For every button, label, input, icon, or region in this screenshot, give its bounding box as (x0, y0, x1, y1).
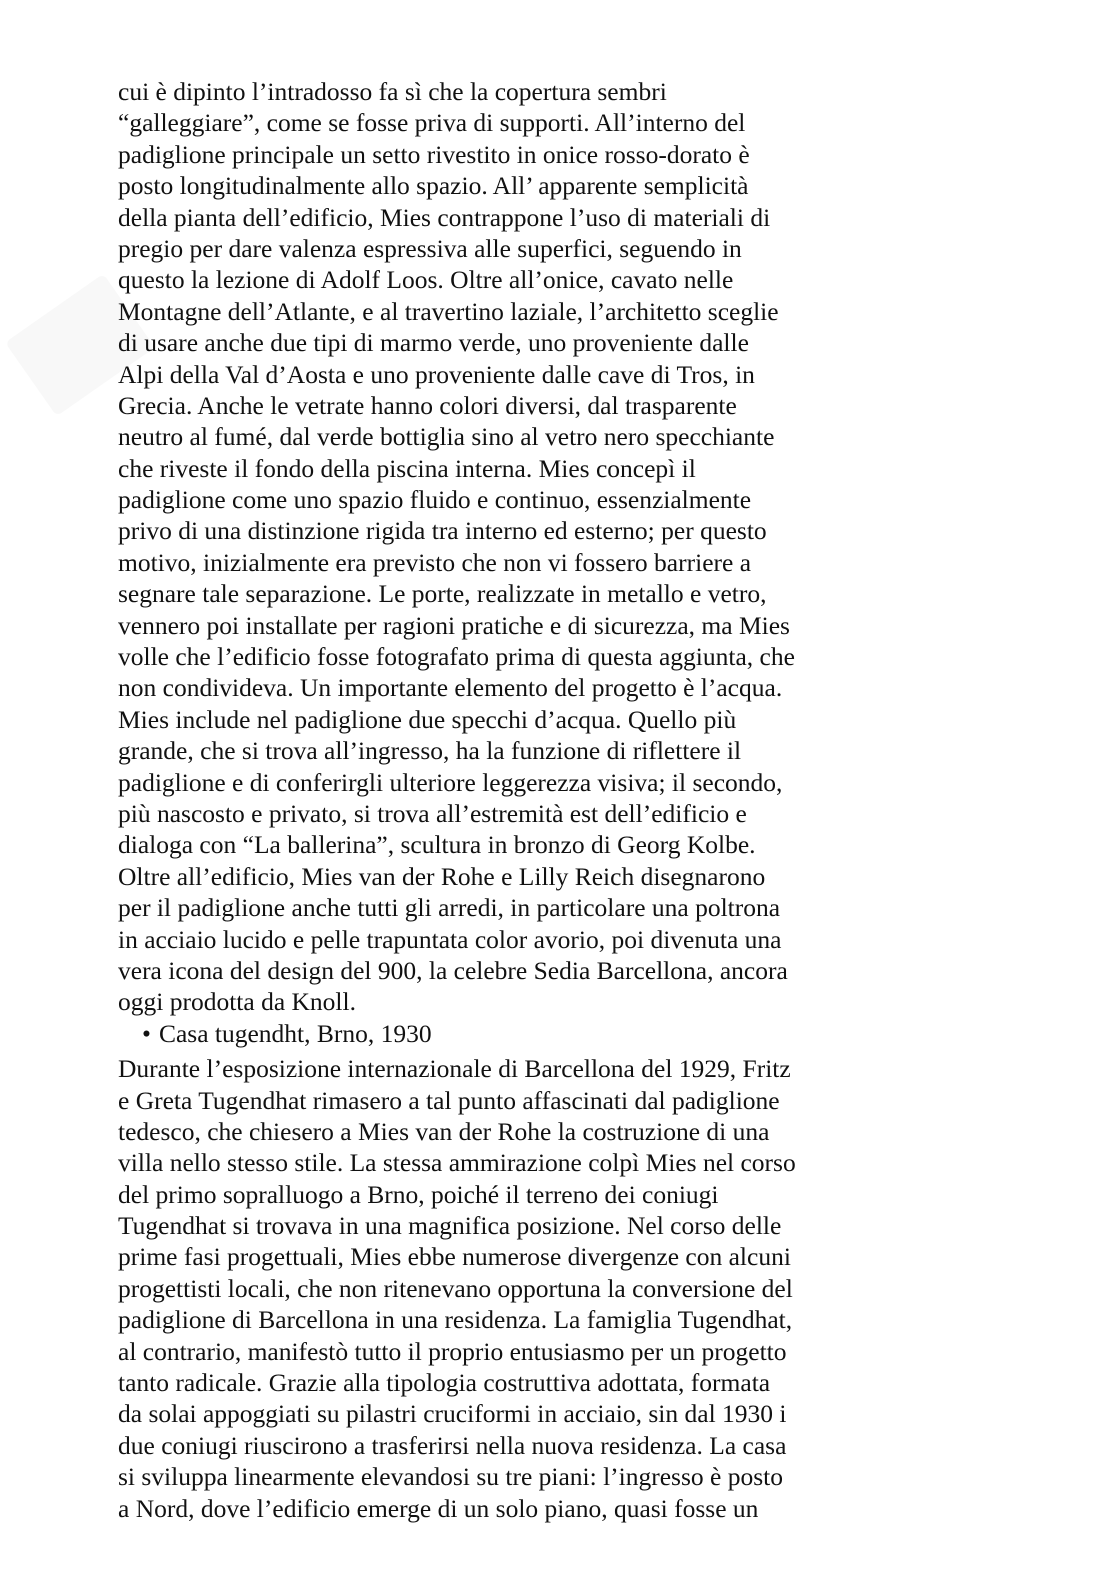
text-line: questo la lezione di Adolf Loos. Oltre all’onice, cavato nelle (118, 265, 734, 295)
text-line: motivo, inizialmente era previsto che non vi fossero barriere a (118, 547, 752, 577)
text-line: non condivideva. Un importante elemento del progetto è l’acqua. (118, 673, 783, 703)
text-line: vennero poi installate per ragioni pratiche e di sicurezza, ma Mies (118, 610, 790, 640)
text-line: “galleggiare”, come se fosse priva di supporti. All’interno del (118, 108, 746, 138)
text-line: del primo sopralluogo a Brno, poiché il terreno dei coniugi (118, 1179, 719, 1209)
text-line: Durante l’esposizione internazionale di Barcellona del 1929, Fritz (118, 1054, 791, 1084)
text-line: Oltre all’edificio, Mies van der Rohe e Lilly Reich disegnarono (118, 861, 766, 891)
text-line: si sviluppa linearmente elevandosi su tre piani: l’ingresso è posto (118, 1462, 783, 1492)
text-line: al contrario, manifestò tutto il proprio entusiasmo per un progetto (118, 1336, 787, 1366)
paragraph-pavilion (118, 76, 858, 1018)
text-line: da solai appoggiati su pilastri cruciformi in acciaio, sin dal 1930 i (118, 1399, 787, 1429)
text-line: oggi prodotta da Knoll. (118, 987, 356, 1017)
text-line: per il padiglione anche tutti gli arredi, in particolare una poltrona (118, 893, 781, 923)
text-line: padiglione principale un setto rivestito in onice rosso-dorato è (118, 139, 750, 169)
text-line: grande, che si trova all’ingresso, ha la funzione di riflettere il (118, 736, 742, 766)
text-line: Tugendhat si trovava in una magnifica posizione. Nel corso delle (118, 1211, 782, 1241)
text-line: villa nello stesso stile. La stessa ammirazione colpì Mies nel corso (118, 1148, 796, 1178)
text-line: tedesco, che chiesero a Mies van der Rohe la costruzione di una (118, 1116, 770, 1146)
text-line: Grecia. Anche le vetrate hanno colori diversi, dal trasparente (118, 390, 737, 420)
text-line: vera icona del design del 900, la celebre Sedia Barcellona, ancora (118, 955, 788, 985)
bullet-icon: • (142, 1018, 151, 1048)
text-line: più nascosto e privato, si trova all’estremità est dell’edificio e (118, 798, 747, 828)
text-line: padiglione e di conferirgli ulteriore leggerezza visiva; il secondo, (118, 767, 783, 797)
text-line: Montagne dell’Atlante, e al travertino laziale, l’architetto sceglie (118, 296, 779, 326)
text-line: prime fasi progettuali, Mies ebbe numerose divergenze con alcuni (118, 1242, 791, 1272)
bullet-item-casa-tugendhat (118, 1018, 858, 1049)
text-line: cui è dipinto l’intradosso fa sì che la copertura sembri (118, 77, 667, 106)
text-line: volle che l’edificio fosse fotografato prima di questa aggiunta, che (118, 642, 795, 672)
text-line: Mies include nel padiglione due specchi d’acqua. Quello più (118, 704, 737, 734)
text-line: pregio per dare valenza espressiva alle superfici, seguendo in (118, 233, 742, 263)
text-line: tanto radicale. Grazie alla tipologia costruttiva adottata, formata (118, 1368, 771, 1398)
document-body (118, 76, 858, 1524)
text-line: di usare anche due tipi di marmo verde, uno proveniente dalle (118, 328, 749, 358)
text-line: e Greta Tugendhat rimasero a tal punto affascinati dal padiglione (118, 1085, 780, 1115)
text-line: due coniugi riuscirono a trasferirsi nella nuova residenza. La casa (118, 1430, 787, 1460)
text-line: in acciaio lucido e pelle trapuntata color avorio, poi divenuta una (118, 924, 782, 954)
text-line: dialoga con “La ballerina”, scultura in bronzo di Georg Kolbe. (118, 830, 756, 860)
text-line: progettisti locali, che non ritenevano opportuna la conversione del (118, 1273, 793, 1303)
text-line: posto longitudinalmente allo spazio. All’ apparente semplicità (118, 171, 749, 201)
text-line: della pianta dell’edificio, Mies contrappone l’uso di materiali di (118, 202, 771, 232)
text-line: a Nord, dove l’edificio emerge di un solo piano, quasi fosse un (118, 1493, 759, 1523)
text-line: Alpi della Val d’Aosta e uno proveniente dalle cave di Tros, in (118, 359, 755, 389)
text-line: segnare tale separazione. Le porte, realizzate in metallo e vetro, (118, 579, 767, 609)
text-line: neutro al fumé, dal verde bottiglia sino al vetro nero specchiante (118, 422, 775, 452)
bullet-text: Casa tugendht, Brno, 1930 (158, 1018, 432, 1048)
paragraph-tugendhat (118, 1053, 858, 1524)
text-line: privo di una distinzione rigida tra interno ed esterno; per questo (118, 516, 767, 546)
text-line: padiglione di Barcellona in una residenza. La famiglia Tugendhat, (118, 1305, 793, 1335)
text-line: padiglione come uno spazio fluido e continuo, essenzialmente (118, 485, 752, 515)
text-line: che riveste il fondo della piscina interna. Mies concepì il (118, 453, 696, 483)
